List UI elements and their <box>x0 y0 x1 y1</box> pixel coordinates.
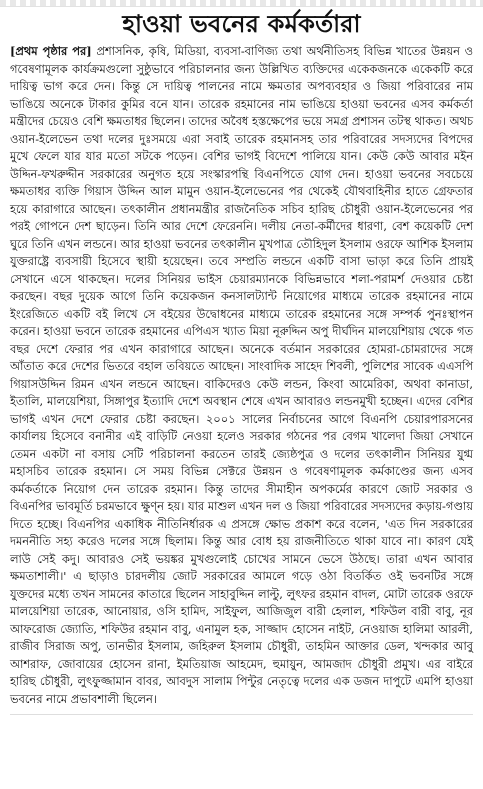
article-headline: হাওয়া ভবনের কর্মকর্তারা <box>122 9 361 38</box>
article-body <box>10 43 473 708</box>
article-body-text: প্রশাসনিক, কৃষি, মিডিয়া, ব্যবসা-বাণিজ্য তথা অর্থনীতিসহ বিভিন্ন খাতের উন্নয়ন ও গবেষণামূলক কার্যক্রমগুলো সুষ্ঠুভাবে পরিচালনার জন্য উল্লিখিত ব্যক্তিদের একেকজনকে একেকটি করে দায়িত্ব ভাগ করে দেন। কিন্তু সে দায়িত্ব পালনের নামে ক্ষমতার অপব্যবহার ও জিয়া পরিবারের নাম ভাঙিয়ে অনেকে টাকার কুমির বনে যান। তারেক রহমানের নাম ভাঙিয়ে হাওয়া ভবনের এসব কর্মকর্তা মন্ত্রীদের চেয়েও বেশি ক্ষমতাধর ছিলেন। তাদের অবৈধ হস্তক্ষেপের ভয়ে সমগ্র প্রশাসন তটস্থ থাকত। অথচ ওয়ান-ইলেভেন তথা দলের দুঃসময়ে এরা সবাই তারেক রহমানসহ তার পরিবারের সদস্যদের বিপদের মুখে ফেলে যার যার মতো সটকে পড়েন। বেশির ভাগই বিদেশে পালিয়ে যান। কেউ কেউ আবার মইন উদ্দিন-ফখরুদ্দীন সরকারের অনুগত হয়ে সংস্কারপন্থি বিএনপিতে যোগ দেন। হাওয়া ভবনের সবচেয়ে ক্ষমতাধর ব্যক্তি গিয়াস উদ্দিন আল মামুন ওয়ান-ইলেভেনের পর থেকেই যৌথবাহিনীর হাতে গ্রেফতার হয়ে কারাগারে আছেন। তৎকালীন প্রধানমন্ত্রীর রাজনৈতিক সচিব হারিছ চৌধুরী ওয়ান-ইলেভেনের পর পরই গোপনে দেশ ছাড়েন। তিনি আর দেশে ফেরেননি। দলীয় নেতা-কর্মীদের ধারণা, বেশ কয়েকটি দেশ ঘুরে তিনি এখন লন্ডনে। আর হাওয়া ভবনের তৎকালীন মুখপাত্র তৌহিদুল ইসলাম ওরফে আশিক ইসলাম যুক্তরাষ্ট্রে ব্যবসায়ী হিসেবে স্থায়ী হয়েছেন। তবে সম্প্রতি লন্ডনে একটি বাসা ভাড়া করে তিনি প্রায়ই সেখানে এসে থাকছেন। দলের সিনিয়র ভাইস চেয়ারম্যানকে বিভিন্নভাবে শলা-পরামর্শ দেওয়ার চেষ্টা করছেন। বছর দুয়েক আগে তিনি কয়েকজন কনসালট্যান্ট নিয়োগের মাধ্যমে তারেক রহমানের নামে ইংরেজিতে একটি বই লিখে সে বইয়ের উদ্বোধনের মাধ্যমে তারেক রহমানের সঙ্গে সম্পর্ক পুনঃস্থাপন করেন। হাওয়া ভবনে তারেক রহমানের এপিএস খ্যাত মিয়া নূরুদ্দিন অপু দীর্ঘদিন মালয়েশিয়ায় থেকে গত বছর দেশে ফেরার পর এখন কারাগারে আছেন। অনেকে বর্তমান সরকারের হোমরা-চোমরাদের সঙ্গে আঁতাত করে দেশের ভিতরে বহাল তবিয়তে আছেন। সাংবাদিক সাহেদ শিবলী, পুলিশের সাবেক এএসপি গিয়াসউদ্দিন রিমন এখন লন্ডনে আছেন। বাকিদেরও কেউ লন্ডন, কিংবা আমেরিকা, অথবা কানাডা, ইতালি, মালয়েশিয়া, সিঙ্গাপুর ইত্যাদি দেশে অবস্থান শেষে এখন আবারও লন্ডনমুখী হচ্ছেন। এদের বেশির ভাগই এখন দেশে ফেরার চেষ্টা করছেন। ২০০১ সালের নির্বাচনের আগে বিএনপি চেয়ারপারসনের কার্যালয় হিসেবে বনানীর এই বাড়িটি নেওয়া হলেও সরকার গঠনের পর বেগম খালেদা জিয়া সেখানে তেমন একটা না বসায় সেটি পরিচালনা করতেন তারই জ্যেষ্ঠপুত্র ও দলের তৎকালীন সিনিয়র যুগ্ম মহাসচিব তারেক রহমান। সে সময় বিভিন্ন সেক্টরে উন্নয়ন ও গবেষণামূলক কর্মকাণ্ডের জন্য এসব কর্মকর্তাকে নিয়োগ দেন তারেক রহমান। কিন্তু তাদের সীমাহীন অপকর্মের কারণে জোট সরকার ও বিএনপির ভাবমূর্তি চরমভাবে ক্ষুণ্ন হয়। যার মাশুল এখন দল ও জিয়া পরিবারের সদস্যদের কড়ায়-গণ্ডায় দিতে হচ্ছে। বিএনপির একাধিক নীতিনির্ধারক এ প্রসঙ্গে ক্ষোভ প্রকাশ করে বলেন, 'এত দিন সরকারের দমননীতি সহ্য করেও দলের সঙ্গে ছিলাম। কিন্তু আর বোধ হয় রাজনীতিতে থাকা যাবে না। কারণ যেই লাউ সেই কদু। আবারও সেই ভয়ঙ্কর মুখগুলোই চোখের সামনে ভেসে উঠছে। তারা এখন আবার ক্ষমতাশালী।' এ ছাড়াও চারদলীয় জোট সরকারের আমলে গড়ে ওঠা বিতর্কিত ওই ভবনটির সঙ্গে যুক্তদের মধ্যে তখন সামনের কাতারে ছিলেন সাহাবুদ্দিন লাল্টু, লুৎফর রহমান বাদল, মোটা তারেক ওরফে মালয়েশিয়া তারেক, আনোয়ার, ওসি হামিদ, সাইফুল, আজিজুল বারী হেলাল, শফিউল বারী বাবু, নূর আফরোজ জ্যোতি, শফিউর রহমান বাবু, এনামুল হক, সাজ্জাদ হোসেন নাইট, নেওয়াজ হালিমা আরলী, রাজীব সিরাজ অপু, তানভীর ইসলাম, জহিরুল ইসলাম চৌধুরী, তাহমিন আক্তার ডেল, খন্দকার আবু আশরাফ, জোবায়ের হোসেন রানা, ইমতিয়াজ আহমেদ, হুমায়ুন, আমজাদ চৌধুরী প্রমুখ। এর বাইরে হারিছ চৌধুরী, লুৎফুজ্জামান বাবর, আবদুস সালাম পিন্টুর নেতৃত্বে দলের এক ডজন দাপুটে এমপি হাওয়া ভবনের নামে প্রভাবশালী ছিলেন। <box>10 44 473 706</box>
cropped-previous-text-strip <box>0 0 483 7</box>
article-lead-label: [প্রথম পৃষ্ঠার পর] <box>10 44 92 58</box>
bottom-divider <box>10 714 473 715</box>
